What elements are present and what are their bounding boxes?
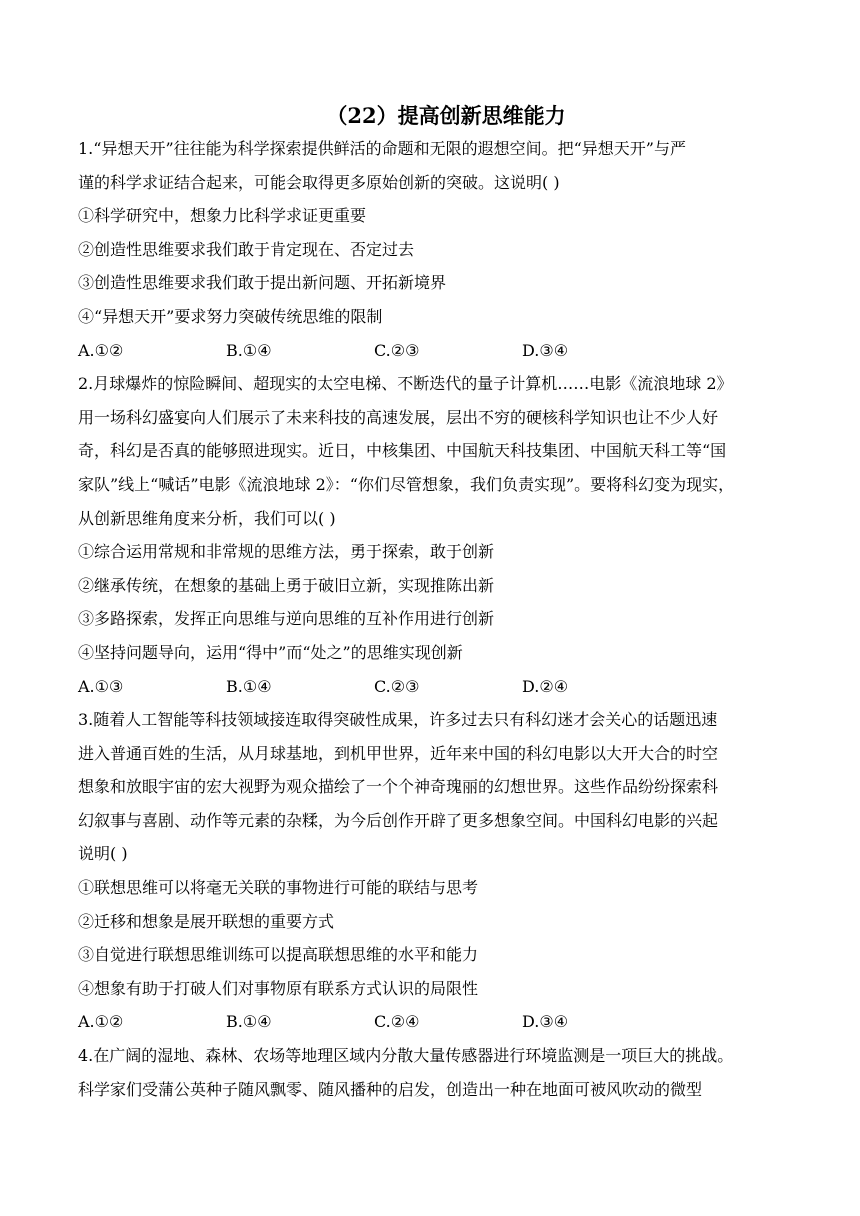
statement: ②继承传统，在想象的基础上勇于破旧立新，实现推陈出新 (78, 575, 495, 595)
question-stem-line: 奇，科幻是否真的能够照进现实。近日，中核集团、中国航天科技集团、中国航天科工等“国 (78, 441, 727, 461)
statement: ②迁移和想象是展开联想的重要方式 (78, 911, 335, 931)
option-a: A.①③ (78, 676, 124, 696)
option-c: C.②④ (374, 1012, 420, 1032)
question-1 (78, 132, 792, 367)
question-stem-line: 从创新思维角度来分析，我们可以( ) (78, 508, 336, 528)
answer-options (78, 334, 792, 368)
statement: ①科学研究中，想象力比科学求证更重要 (78, 206, 367, 226)
question-3 (78, 703, 792, 1039)
option-a: A.①② (78, 1012, 124, 1032)
question-2 (78, 367, 792, 703)
question-stem-line: 幻叙事与喜剧、动作等元素的杂糅，为今后创作开辟了更多想象空间。中国科幻电影的兴起 (78, 810, 719, 830)
option-d: D.③④ (522, 340, 569, 360)
question-4 (78, 1039, 792, 1106)
statement: ③自觉进行联想思维训练可以提高联想思维的水平和能力 (78, 945, 479, 965)
option-b: B.①④ (226, 340, 272, 360)
statement: ①综合运用常规和非常规的思维方法，勇于探索，敢于创新 (78, 542, 495, 562)
document-page (78, 100, 792, 1106)
question-stem-line: 3.随着人工智能等科技领域接连取得突破性成果，许多过去只有科幻迷才会关心的话题迅速 (78, 710, 718, 730)
option-d: D.②④ (522, 676, 569, 696)
document-title: （22）提高创新思维能力 (326, 103, 566, 128)
question-stem-line: 4.在广阔的湿地、森林、农场等地理区域内分散大量传感器进行环境监测是一项巨大的挑战。 (78, 1046, 734, 1066)
question-stem-line: 1.“异想天开”往往能为科学探索提供鲜活的命题和无限的遐想空间。把“异想天开”与严 (78, 139, 686, 158)
question-stem-line: 用一场科幻盛宴向人们展示了未来科技的高速发展，层出不穷的硬核科学知识也让不少人好 (78, 407, 719, 427)
question-stem-line: 说明( ) (78, 844, 128, 864)
option-c: C.②③ (374, 340, 420, 360)
question-stem-line: 2.月球爆炸的惊险瞬间、超现实的太空电梯、不断迭代的量子计算机……电影《流浪地球 2》 (78, 374, 733, 394)
statement: ④想象有助于打破人们对事物原有联系方式认识的局限性 (78, 978, 479, 998)
question-stem-line: 科学家们受蒲公英种子随风飘零、随风播种的启发，创造出一种在地面可被风吹动的微型 (78, 1079, 703, 1099)
answer-options (78, 1005, 792, 1039)
option-b: B.①④ (226, 676, 272, 696)
statement: ②创造性思维要求我们敢于肯定现在、否定过去 (78, 239, 415, 259)
option-d: D.③④ (522, 1012, 569, 1032)
question-stem-line: 家队”线上“喊话”电影《流浪地球 2》：“你们尽管想象，我们负责实现”。要将科幻变为现实， (78, 474, 735, 494)
question-stem-line: 想象和放眼宇宙的宏大视野为观众描绘了一个个神奇瑰丽的幻想世界。这些作品纷纷探索科 (78, 777, 719, 797)
question-stem-line: 进入普通百姓的生活，从月球基地，到机甲世界，近年来中国的科幻电影以大开大合的时空 (78, 743, 719, 763)
statement: ④坚持问题导向，运用“得中”而“处之”的思维实现创新 (78, 642, 463, 662)
question-stem-line: 谨的科学求证结合起来，可能会取得更多原始创新的突破。这说明( ) (78, 172, 560, 192)
statement: ③创造性思维要求我们敢于提出新问题、开拓新境界 (78, 273, 447, 293)
option-a: A.①② (78, 340, 124, 360)
statement: ④“异想天开”要求努力突破传统思维的限制 (78, 306, 383, 326)
statement: ①联想思维可以将毫无关联的事物进行可能的联结与思考 (78, 878, 479, 898)
option-c: C.②③ (374, 676, 420, 696)
statement: ③多路探索，发挥正向思维与逆向思维的互补作用进行创新 (78, 609, 495, 629)
answer-options (78, 670, 792, 704)
option-b: B.①④ (226, 1012, 272, 1032)
